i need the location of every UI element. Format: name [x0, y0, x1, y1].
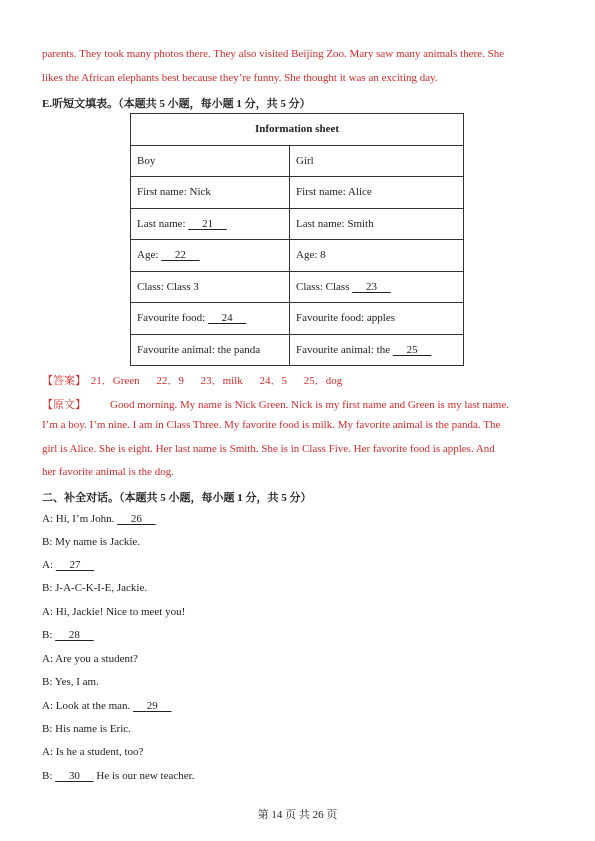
page-footer: 第 14 页 共 26 页: [257, 809, 338, 821]
dialogue-text: A:: [42, 559, 53, 571]
transcript-line-3: girl is Alice. She is eight. Her last name is Smith. She is in Class Five. Her favorite food is apples. And: [42, 443, 495, 455]
transcript-line-1: [42, 396, 509, 412]
dialogue-line: B: Yes, I am.: [42, 676, 99, 688]
table-cell: Girl: [290, 145, 464, 177]
table-cell: Favourite food: apples: [290, 303, 464, 335]
table-cell: [131, 240, 290, 272]
table-row: [131, 334, 464, 366]
table-cell: Boy: [131, 145, 290, 177]
dialogue-line: [42, 770, 194, 782]
table-row: [131, 240, 464, 272]
table-row: [131, 271, 464, 303]
table-row: [131, 303, 464, 335]
dialogue-line: B: My name is Jackie.: [42, 536, 141, 548]
dialogue-text: A: Hi, I’m John.: [42, 513, 115, 525]
fill-blank-25: 25: [406, 343, 418, 356]
table-row: [131, 145, 464, 177]
table-cell: Last name: Smith: [290, 208, 464, 240]
dialogue-line: A: Are you a student?: [42, 653, 138, 665]
cell-label: Favourite animal: the: [296, 343, 391, 356]
cell-label: Favourite food:: [137, 312, 206, 325]
dialogue-text: A: Look at the man.: [42, 700, 131, 712]
cell-label: Age:: [137, 249, 159, 262]
dialogue-text: B:: [42, 629, 53, 641]
answer-item: 24．5: [259, 375, 288, 387]
table-title: Information sheet: [131, 114, 464, 146]
dialogue-line: B: J-A-C-K-I-E, Jackie.: [42, 582, 148, 594]
answer-label: 【答案】: [42, 375, 86, 387]
answer-item: 25．dog: [303, 375, 343, 387]
fill-blank-26: 26: [130, 513, 142, 525]
dialogue-line: [42, 559, 94, 571]
fill-blank-30: 30: [68, 770, 80, 782]
table-cell: [131, 303, 290, 335]
dialogue-line: A: Hi, Jackie! Nice to meet you!: [42, 606, 186, 618]
section-e-heading: E.听短文填表。（本题共 5 小题，每小题 1 分，共 5 分）: [42, 98, 311, 110]
table-row: [131, 208, 464, 240]
table-cell: [290, 334, 464, 366]
cell-label: Last name:: [137, 217, 186, 230]
answer-line: [42, 372, 356, 388]
intro-line-2: likes the African elephants best because they’re funny. She thought it was an exciting day.: [42, 72, 438, 84]
transcript-line-4: her favorite animal is the dog.: [42, 466, 174, 478]
fill-blank-29: 29: [146, 700, 158, 712]
cell-label: Class: Class: [296, 280, 350, 293]
table-row: [131, 177, 464, 209]
fill-blank-28: 28: [68, 629, 80, 641]
dialogue-line: A: Is he a student, too?: [42, 746, 144, 758]
transcript-label: 【原文】: [42, 399, 86, 411]
table-cell: Age: 8: [290, 240, 464, 272]
dialogue-line: B: His name is Eric.: [42, 723, 131, 735]
answer-item: 23．milk: [200, 375, 243, 387]
answer-item: 22．9: [156, 375, 184, 387]
fill-blank-27: 27: [69, 559, 81, 571]
information-sheet-table: [130, 113, 464, 366]
table-title-row: [131, 114, 464, 146]
section-2-heading: 二、补全对话。（本题共 5 小题，每小题 1 分，共 5 分）: [42, 492, 312, 504]
dialogue-line: [42, 513, 156, 525]
answer-item: 21．Green: [90, 375, 140, 387]
dialogue-text: B:: [42, 770, 53, 782]
fill-blank-24: 24: [221, 312, 233, 325]
fill-blank-23: 23: [366, 280, 377, 293]
dialogue-line: [42, 700, 172, 712]
table-cell: Favourite animal: the panda: [131, 334, 290, 366]
dialogue-text: He is our new teacher.: [96, 770, 195, 782]
dialogue-line: [42, 629, 94, 641]
fill-blank-22: 22: [174, 249, 186, 262]
intro-line-1: parents. They took many photos there. They also visited Beijing Zoo. Mary saw many animals there. She: [42, 48, 505, 60]
fill-blank-21: 21: [202, 217, 214, 230]
table-cell: [131, 208, 290, 240]
table-cell: First name: Alice: [290, 177, 464, 209]
transcript-line-2: I’m a boy. I’m nine. I am in Class Three. My favorite food is milk. My favorite animal is the panda. The: [42, 419, 501, 431]
table-cell: [290, 271, 464, 303]
transcript-text: Good morning. My name is Nick Green. Nick is my first name and Green is my last name.: [110, 399, 509, 411]
table-cell: First name: Nick: [131, 177, 290, 209]
table-cell: Class: Class 3: [131, 271, 290, 303]
